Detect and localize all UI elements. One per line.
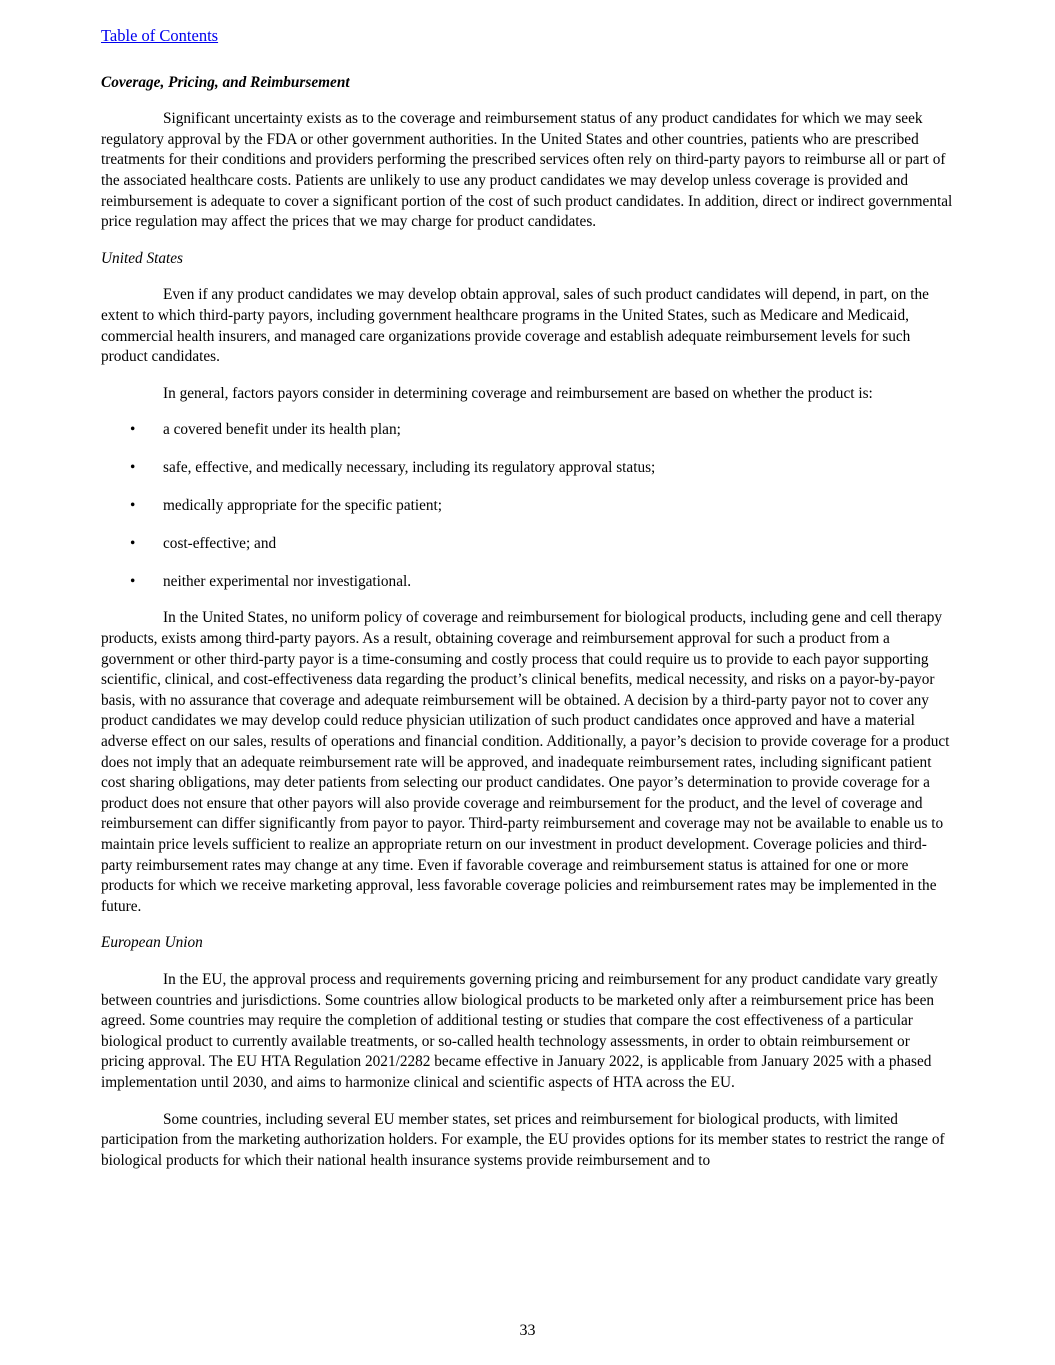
table-of-contents-link[interactable]: Table of Contents [101,26,219,45]
list-item [101,458,954,479]
us-paragraph-2: In general, factors payors consider in determining coverage and reimbursement are based on whether the product is: [163,384,873,402]
eu-paragraph-2: Some countries, including several EU member states, set prices and reimbursement for biological products, with limited participation from the marketing authorization holders. For example, the EU provides options for its member states to restrict the range of biological products for which their national health insurance systems provide reimbursement and to [101,1110,945,1169]
list-item [101,496,954,517]
list-item [101,420,954,441]
us-paragraph-3: In the United States, no uniform policy of coverage and reimbursement for biological products, including gene and cell therapy products, exists among third-party payors. As a result, obtaining coverage and reimbursement approval for such a product from a government or other third-party payor is a time-consuming and costly process that could require us to provide to each payor supporting scientific, clinical, and cost-effectiveness data regarding the product’s clinical benefits, medical necessity, and risks on a payor-by-payor basis, with no assurance that coverage and adequate reimbursement will be obtained. A decision by a third-party payor not to cover any product candidates we may develop could reduce physician utilization of such product candidates once approved and have a material adverse effect on our sales, results of operations and financial condition. Additionally, a payor’s decision to provide coverage for a product does not imply that an adequate reimbursement rate will be approved, and inadequate reimbursement rates, including significant patient cost sharing obligations, may deter patients from selecting our product candidates. One payor’s determination to provide coverage for a product does not ensure that other payors will also provide coverage and reimbursement for the product, and the level of coverage and reimbursement can differ significantly from payor to payor. Third-party reimbursement and coverage may not be available to enable us to maintain price levels sufficient to realize an appropriate return on our investment in product development. Coverage policies and third-party reimbursement rates may change at any time. Even if favorable coverage and reimbursement status is attained for one or more products for which we receive marketing approval, less favorable coverage policies and reimbursement rates may be implemented in the future. [101,609,950,915]
page-number: 33 [519,1322,536,1339]
intro-paragraph: Significant uncertainty exists as to the coverage and reimbursement status of any product candidates for which we may seek regulatory approval by the FDA or other government authorities. In the United States and other countries, patients who are prescribed treatments for their conditions and providers performing the prescribed services often rely on third-party payors to reimburse all or part of the associated healthcare costs. Patients are unlikely to use any product candidates we may develop unless coverage is provided and reimbursement is adequate to cover a significant portion of the cost of such product candidates. In addition, direct or indirect governmental price regulation may affect the prices that we may charge for product candidates. [101,110,953,231]
list-item-text: safe, effective, and medically necessary, including its regulatory approval status; [163,459,656,477]
list-item-text: cost-effective; and [163,534,277,552]
united-states-heading: United States [101,249,183,267]
document-page [101,26,954,1187]
list-item-text: a covered benefit under its health plan; [163,421,401,439]
list-item [101,572,954,593]
eu-paragraph-1: In the EU, the approval process and requirements governing pricing and reimbursement for any product candidate vary greatly between countries and jurisdictions. Some countries allow biological products to be marketed only after a reimbursement price has been agreed. Some countries may require the completion of additional testing or studies that compare the cost effectiveness of a particular biological product to currently available treatments, or so-called health technology assessments, in order to obtain reimbursement or pricing approval. The EU HTA Regulation 2021/2282 became effective in January 2022, is applicable from January 2025 with a phased implementation until 2030, and aims to harmonize clinical and scientific aspects of HTA across the EU. [101,970,938,1091]
us-paragraph-1: Even if any product candidates we may develop obtain approval, sales of such product candidates will depend, in part, on the extent to which third-party payors, including government healthcare programs in the United States, such as Medicare and Medicaid, commercial health insurers, and managed care organizations provide coverage and establish adequate reimbursement levels for such product candidates. [101,286,929,366]
bullet-icon: • [130,534,136,552]
list-item [101,534,954,555]
european-union-heading: European Union [101,934,203,952]
list-item-text: medically appropriate for the specific patient; [163,497,443,515]
bullet-icon: • [130,421,136,439]
bullet-icon: • [130,497,136,515]
bullet-icon: • [130,459,136,477]
list-item-text: neither experimental nor investigational. [163,572,412,590]
coverage-factors-list [101,420,954,592]
section-title: Coverage, Pricing, and Reimbursement [101,73,350,91]
bullet-icon: • [130,572,136,590]
